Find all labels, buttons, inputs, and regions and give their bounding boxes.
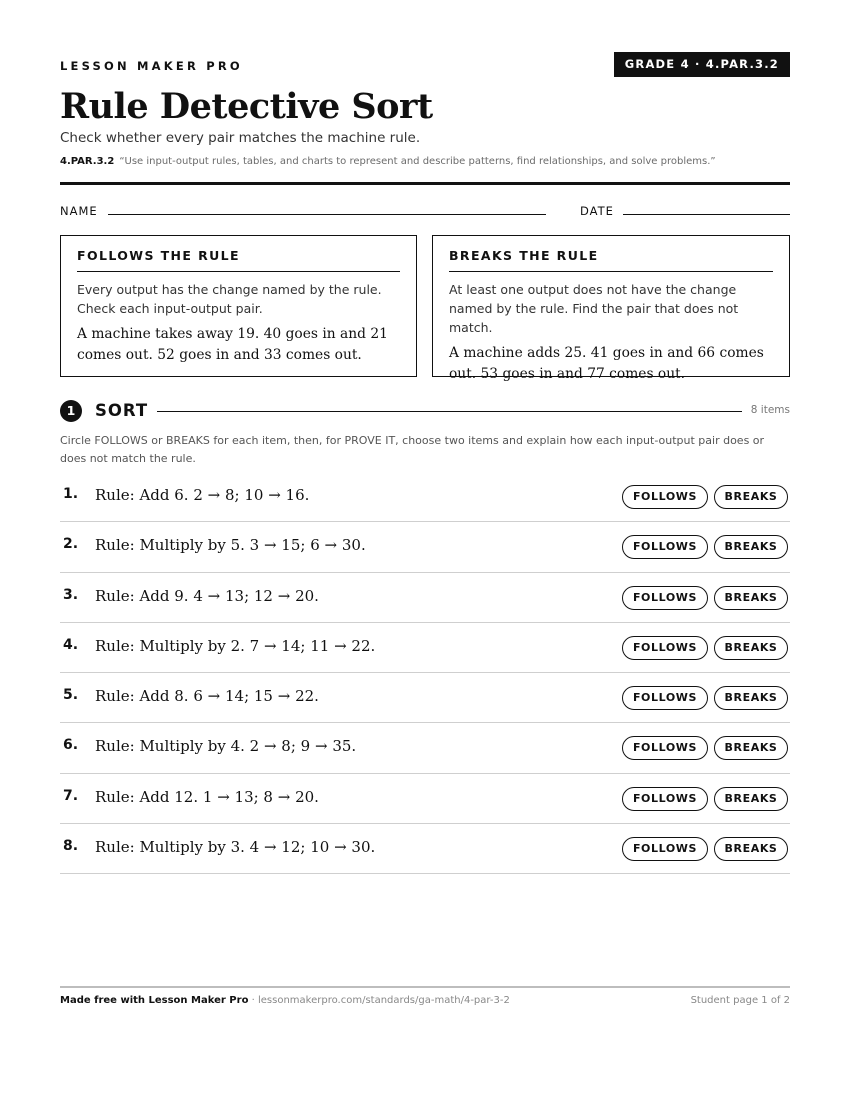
sort-instructions: Circle FOLLOWS or BREAKS for each item, then, for PROVE IT, choose two items and explain how each input-output pair does or does not match the rule.: [60, 434, 765, 465]
footer-divider: [60, 986, 790, 988]
follows-choice-button[interactable]: FOLLOWS: [622, 485, 708, 509]
date-field-line[interactable]: [623, 214, 790, 215]
item-number: 1.: [63, 486, 79, 502]
breaks-choice-button[interactable]: BREAKS: [714, 686, 788, 710]
item-rule-text: Rule: Multiply by 4. 2 → 8; 9 → 35.: [95, 737, 357, 756]
breaks-rule-heading: BREAKS THE RULE: [449, 248, 773, 272]
follows-rule-description: Every output has the change named by the rule. Check each input-output pair.: [77, 282, 382, 316]
name-field-line[interactable]: [108, 214, 546, 215]
footer-url-link[interactable]: lessonmakerpro.com/standards/ga-math/4-par-3-2: [257, 995, 510, 1006]
item-number: 2.: [63, 536, 79, 553]
breaks-choice-button[interactable]: BREAKS: [714, 586, 788, 610]
list-item: [60, 774, 790, 824]
breaks-choice-button[interactable]: BREAKS: [714, 535, 788, 559]
footer-separator: ·: [248, 995, 258, 1006]
item-number: 7.: [63, 787, 79, 804]
breaks-rule-description: At least one output does not have the change named by the rule. Find the pair that does not match.: [449, 282, 739, 335]
breaks-choice-button[interactable]: BREAKS: [714, 485, 788, 509]
list-item: [60, 824, 790, 874]
item-rule-text: Rule: Add 9. 4 → 13; 12 → 20.: [95, 586, 319, 605]
brand-wordmark: LESSON MAKER PRO: [60, 59, 243, 73]
sort-section-header: [60, 400, 790, 422]
item-rule-text: Rule: Add 8. 6 → 14; 15 → 22.: [95, 687, 319, 706]
footer-brand: Made free with Lesson Maker Pro: [60, 995, 249, 1006]
date-label: DATE: [580, 204, 614, 218]
breaks-choice-button[interactable]: BREAKS: [714, 837, 788, 861]
follows-rule-box: [60, 235, 417, 377]
breaks-choice-button[interactable]: BREAKS: [714, 636, 788, 660]
follows-choice-button[interactable]: FOLLOWS: [622, 787, 708, 811]
item-number: 4.: [63, 636, 79, 653]
breaks-rule-box: [432, 235, 790, 382]
list-item: [60, 723, 790, 773]
footer-page-number: Student page 1 of 2: [690, 995, 790, 1006]
list-item: [60, 623, 790, 673]
breaks-choice-button[interactable]: BREAKS: [714, 736, 788, 760]
grade-badge: GRADE 4 · 4.PAR.3.2: [614, 52, 790, 77]
list-item: [60, 522, 790, 572]
item-rule-text: Rule: Multiply by 2. 7 → 14; 11 → 22.: [95, 636, 376, 655]
breaks-choice-button[interactable]: BREAKS: [714, 787, 788, 811]
item-number: 6.: [63, 737, 79, 754]
follows-choice-button[interactable]: FOLLOWS: [622, 736, 708, 760]
follows-choice-button[interactable]: FOLLOWS: [622, 636, 708, 660]
section-rule: [157, 411, 742, 412]
follows-choice-button[interactable]: FOLLOWS: [622, 686, 708, 710]
item-rule-text: Rule: Add 6. 2 → 8; 10 → 16.: [95, 486, 310, 504]
standard-text: “Use input-output rules, tables, and charts to represent and describe patterns, find relationships, and solve problems.”: [119, 156, 716, 167]
item-count: 8 items: [750, 404, 790, 416]
follows-rule-heading: FOLLOWS THE RULE: [77, 248, 400, 272]
follows-choice-button[interactable]: FOLLOWS: [622, 837, 708, 861]
header-divider: [60, 182, 790, 185]
list-item: [60, 573, 790, 623]
page-subtitle: Check whether every pair matches the machine rule.: [60, 130, 421, 146]
footer-credit: [60, 995, 510, 1006]
item-list: [60, 472, 790, 874]
item-rule-text: Rule: Multiply by 3. 4 → 12; 10 → 30.: [95, 838, 376, 857]
standard-line: [60, 156, 716, 167]
page-title: Rule Detective Sort: [60, 86, 433, 127]
section-number-badge: 1: [60, 400, 82, 422]
item-number: 5.: [63, 687, 79, 704]
follows-choice-button[interactable]: FOLLOWS: [622, 586, 708, 610]
item-rule-text: Rule: Add 12. 1 → 13; 8 → 20.: [95, 787, 319, 806]
list-item: [60, 673, 790, 723]
follows-choice-button[interactable]: FOLLOWS: [622, 535, 708, 559]
name-label: NAME: [60, 204, 98, 218]
item-number: 8.: [63, 838, 79, 855]
item-number: 3.: [63, 586, 79, 603]
breaks-rule-example: A machine adds 25. 41 goes in and 66 comes out. 53 goes in and 77 comes out.: [449, 345, 764, 382]
list-item: [60, 472, 790, 522]
follows-rule-example: A machine takes away 19. 40 goes in and 21 comes out. 52 goes in and 33 comes out.: [77, 326, 388, 363]
standard-code: 4.PAR.3.2: [60, 156, 115, 167]
section-title: SORT: [95, 401, 149, 420]
item-rule-text: Rule: Multiply by 5. 3 → 15; 6 → 30.: [95, 536, 366, 555]
